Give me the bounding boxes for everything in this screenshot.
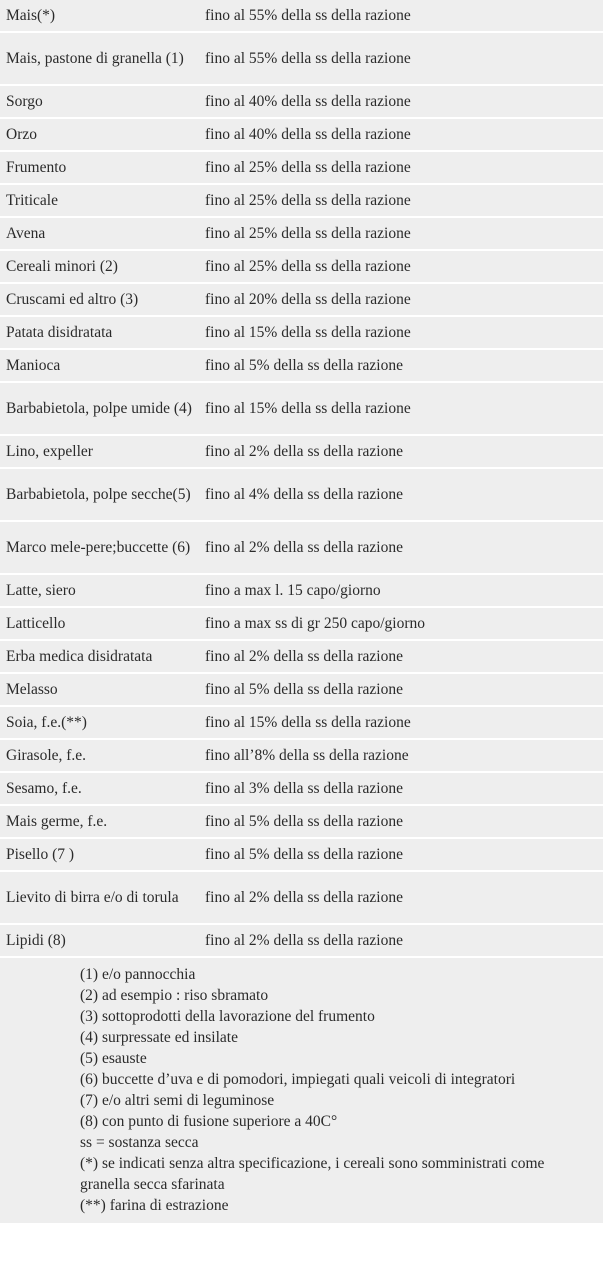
feed-limit: fino al 20% della ss della razione: [198, 284, 603, 315]
table-row: [0, 33, 603, 84]
feed-name: Sesamo, f.e.: [0, 773, 198, 804]
table-row: [0, 522, 603, 573]
table-row: [0, 218, 603, 249]
feed-name: Lino, expeller: [0, 436, 198, 467]
feed-name: Mais germe, f.e.: [0, 806, 198, 837]
feed-name: Lievito di birra e/o di torula: [0, 872, 198, 923]
feed-limit: fino al 2% della ss della razione: [198, 436, 603, 467]
table-row: [0, 925, 603, 956]
feed-limit: fino al 5% della ss della razione: [198, 674, 603, 705]
feed-name: Cereali minori (2): [0, 251, 198, 282]
feed-name: Lipidi (8): [0, 925, 198, 956]
feed-limit: fino al 15% della ss della razione: [198, 707, 603, 738]
footnote: (8) con punto di fusione superiore a 40C°: [80, 1113, 338, 1130]
table-row: [0, 251, 603, 282]
table-row: [0, 152, 603, 183]
feed-limit: fino al 25% della ss della razione: [198, 251, 603, 282]
table-row: [0, 469, 603, 520]
table-row: [0, 707, 603, 738]
feed-name: Frumento: [0, 152, 198, 183]
footnote: (2) ad esempio : riso sbramato: [80, 987, 269, 1004]
footnote: (5) esauste: [80, 1050, 147, 1067]
feed-name: Melasso: [0, 674, 198, 705]
feed-limit: fino al 3% della ss della razione: [198, 773, 603, 804]
feed-name: Soia, f.e.(**): [0, 707, 198, 738]
table-row: [0, 436, 603, 467]
feed-name: Erba medica disidratata: [0, 641, 198, 672]
feed-limit: fino al 15% della ss della razione: [198, 383, 603, 434]
feed-limit: fino al 25% della ss della razione: [198, 218, 603, 249]
feed-limit: fino al 25% della ss della razione: [198, 185, 603, 216]
table-row: [0, 0, 603, 31]
feed-limit: fino al 4% della ss della razione: [198, 469, 603, 520]
feed-limit: fino al 2% della ss della razione: [198, 925, 603, 956]
table-row: [0, 806, 603, 837]
feed-name: Latticello: [0, 608, 198, 639]
feed-name: Triticale: [0, 185, 198, 216]
feed-name: Latte, siero: [0, 575, 198, 606]
feed-limit: fino al 2% della ss della razione: [198, 522, 603, 573]
table-row: [0, 773, 603, 804]
footnote: (3) sottoprodotti della lavorazione del frumento: [80, 1008, 375, 1025]
footnote: ss = sostanza secca: [80, 1134, 199, 1151]
feed-limit: fino all’8% della ss della razione: [198, 740, 603, 771]
table-row: [0, 185, 603, 216]
feed-name: Sorgo: [0, 86, 198, 117]
feed-limit: fino al 25% della ss della razione: [198, 152, 603, 183]
feed-name: Marco mele-pere;buccette (6): [0, 522, 198, 573]
footnote: (7) e/o altri semi di leguminose: [80, 1092, 275, 1109]
feed-limit: fino al 40% della ss della razione: [198, 119, 603, 150]
feed-name: Barbabietola, polpe umide (4): [0, 383, 198, 434]
feed-limit: fino al 55% della ss della razione: [198, 0, 603, 31]
table-row: [0, 575, 603, 606]
footnote: (1) e/o pannocchia: [80, 966, 196, 983]
table-row: [0, 350, 603, 381]
table-row: [0, 284, 603, 315]
feed-name: Mais(*): [0, 0, 198, 31]
table-row: [0, 674, 603, 705]
feed-name: Avena: [0, 218, 198, 249]
table-row: [0, 119, 603, 150]
footnote: (*) se indicati senza altra specificazione, i cereali sono somministrati come granella secca sfarinata: [80, 1155, 545, 1193]
feed-name: Pisello (7 ): [0, 839, 198, 870]
table-row: [0, 839, 603, 870]
feed-limit: fino al 40% della ss della razione: [198, 86, 603, 117]
table-row: [0, 317, 603, 348]
footnote: (6) buccette d’uva e di pomodori, impiegati quali veicoli di integratori: [80, 1071, 516, 1088]
table-row: [0, 383, 603, 434]
feed-name: Manioca: [0, 350, 198, 381]
feed-limit: fino a max ss di gr 250 capo/giorno: [198, 608, 603, 639]
feed-name: Orzo: [0, 119, 198, 150]
table-row: [0, 608, 603, 639]
feed-name: Patata disidratata: [0, 317, 198, 348]
feed-name: Girasole, f.e.: [0, 740, 198, 771]
table-row: [0, 740, 603, 771]
table-row: [0, 86, 603, 117]
feed-name: Barbabietola, polpe secche(5): [0, 469, 198, 520]
feed-limit: fino al 5% della ss della razione: [198, 839, 603, 870]
feed-limit: fino al 5% della ss della razione: [198, 806, 603, 837]
table-row: [0, 872, 603, 923]
footnote: (**) farina di estrazione: [80, 1197, 229, 1214]
feed-limit: fino al 15% della ss della razione: [198, 317, 603, 348]
feed-name: Mais, pastone di granella (1): [0, 33, 198, 84]
feed-limit: fino al 55% della ss della razione: [198, 33, 603, 84]
table-row: [0, 641, 603, 672]
feed-name: Cruscami ed altro (3): [0, 284, 198, 315]
feed-limit: fino al 5% della ss della razione: [198, 350, 603, 381]
feed-limit: fino al 2% della ss della razione: [198, 872, 603, 923]
footnote: (4) surpressate ed insilate: [80, 1029, 238, 1046]
feed-limit: fino al 2% della ss della razione: [198, 641, 603, 672]
footnotes: [0, 958, 603, 1223]
feed-limit: fino a max l. 15 capo/giorno: [198, 575, 603, 606]
